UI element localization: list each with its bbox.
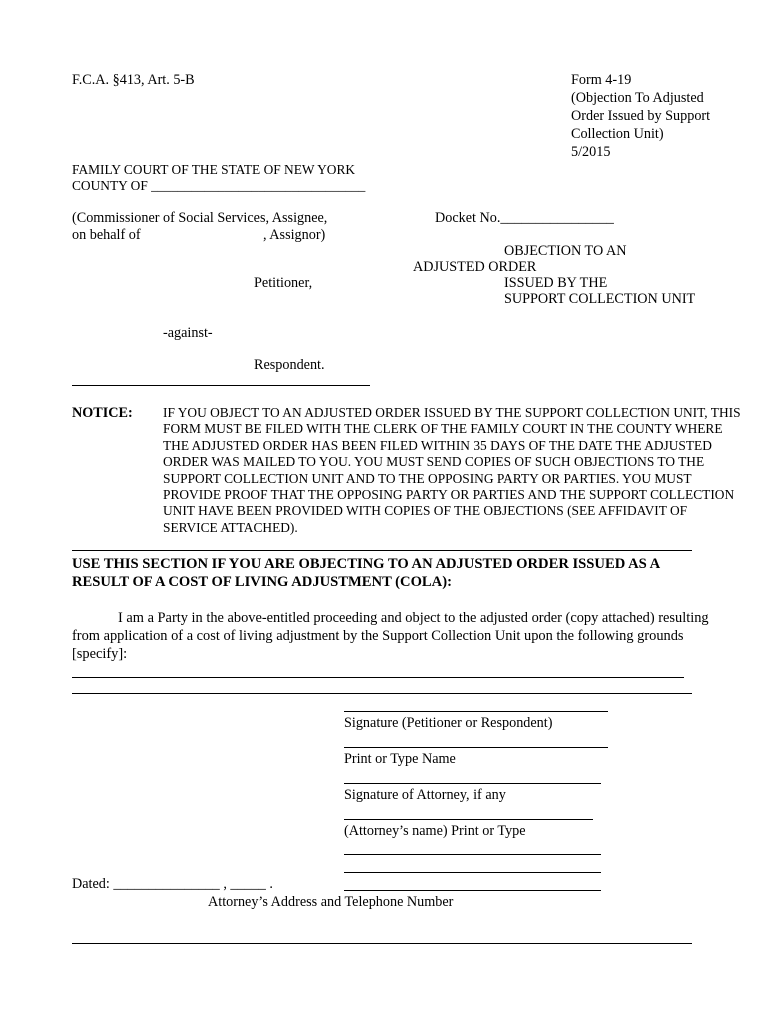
objection-paragraph <box>72 609 722 663</box>
objection-paragraph-text: I am a Party in the above-entitled proceeding and object to the adjusted order (copy attached) resulting from application of a cost of living adjustment by the Support Collection Unit upon the following grounds [specify]: <box>72 610 709 662</box>
print-name-label: Print or Type Name <box>344 751 456 767</box>
title-line-1: OBJECTION TO AN <box>504 243 627 259</box>
title-line-3: ISSUED BY THE <box>504 275 608 291</box>
attorney-name-label: (Attorney’s name) Print or Type <box>344 823 526 839</box>
dated-field[interactable]: Dated: _______________ , _____ . <box>72 876 273 892</box>
attorney-address-line-1[interactable] <box>344 854 601 855</box>
attorney-address-label: Attorney’s Address and Telephone Number <box>208 894 454 910</box>
form-description-line-3: Collection Unit) <box>571 126 664 142</box>
attorney-address-line-3[interactable] <box>344 890 601 891</box>
attorney-address-line-2[interactable] <box>344 872 601 873</box>
statute-reference: F.C.A. §413, Art. 5-B <box>72 72 195 88</box>
form-date: 5/2015 <box>571 144 611 160</box>
attorney-name-line[interactable] <box>344 819 593 820</box>
petitioner-line-1: (Commissioner of Social Services, Assignee, <box>72 210 328 226</box>
notice-label: NOTICE: <box>72 405 133 421</box>
form-number: Form 4-19 <box>571 72 632 88</box>
against-label: -against- <box>163 325 213 341</box>
grounds-line-2[interactable] <box>72 693 692 694</box>
petitioner-line-2b: , Assignor) <box>263 227 326 243</box>
form-description-line-2: Order Issued by Support <box>571 108 711 124</box>
party-signature-label: Signature (Petitioner or Respondent) <box>344 715 553 731</box>
petitioner-label: Petitioner, <box>254 275 313 291</box>
notice-text: IF YOU OBJECT TO AN ADJUSTED ORDER ISSUED BY THE SUPPORT COLLECTION UNIT, THIS FORM MUST BE FILED WITH THE CLERK OF THE FAMILY COURT IN THE COUNTY WHERE THE ADJUSTED ORDER HAS BEEN FILED WITHIN 35 DAYS OF THE DATE THE ADJUSTED ORDER WAS MAILED TO YOU. YOU MUST SEND COPIES OF SUCH OBJECTIONS TO THE SUPPORT COLLECTION UNIT AND TO THE OPPOSING PARTY OR PARTIES. YOU MUST PROVIDE PROOF THAT THE OPPOSING PARTY OR PARTIES AND THE SUPPORT COLLECTION UNIT HAVE BEEN PROVIDED WITH COPIES OF THE OBJECTIONS (SEE AFFIDAVIT OF SERVICE ATTACHED). <box>163 405 741 535</box>
title-line-2: ADJUSTED ORDER <box>413 259 537 275</box>
print-name-line[interactable] <box>344 747 608 748</box>
petitioner-line-2a: on behalf of <box>72 227 141 243</box>
cola-section-heading: USE THIS SECTION IF YOU ARE OBJECTING TO AN ADJUSTED ORDER ISSUED AS A RESULT OF A COST OF LIVING ADJUSTMENT (COLA): <box>72 556 660 590</box>
notice-divider <box>72 550 692 551</box>
court-name: FAMILY COURT OF THE STATE OF NEW YORK <box>72 162 356 177</box>
party-signature-line[interactable] <box>344 711 608 712</box>
respondent-label: Respondent. <box>254 357 325 373</box>
form-description-line-1: (Objection To Adjusted <box>571 90 704 106</box>
grounds-line-1[interactable] <box>72 677 684 678</box>
bottom-divider <box>72 943 692 944</box>
attorney-signature-line[interactable] <box>344 783 601 784</box>
caption-divider <box>72 385 370 386</box>
docket-number-field[interactable]: Docket No.________________ <box>435 210 614 226</box>
attorney-signature-label: Signature of Attorney, if any <box>344 787 506 803</box>
county-field[interactable]: COUNTY OF ________________________________ <box>72 178 366 193</box>
title-line-4: SUPPORT COLLECTION UNIT <box>504 291 696 307</box>
